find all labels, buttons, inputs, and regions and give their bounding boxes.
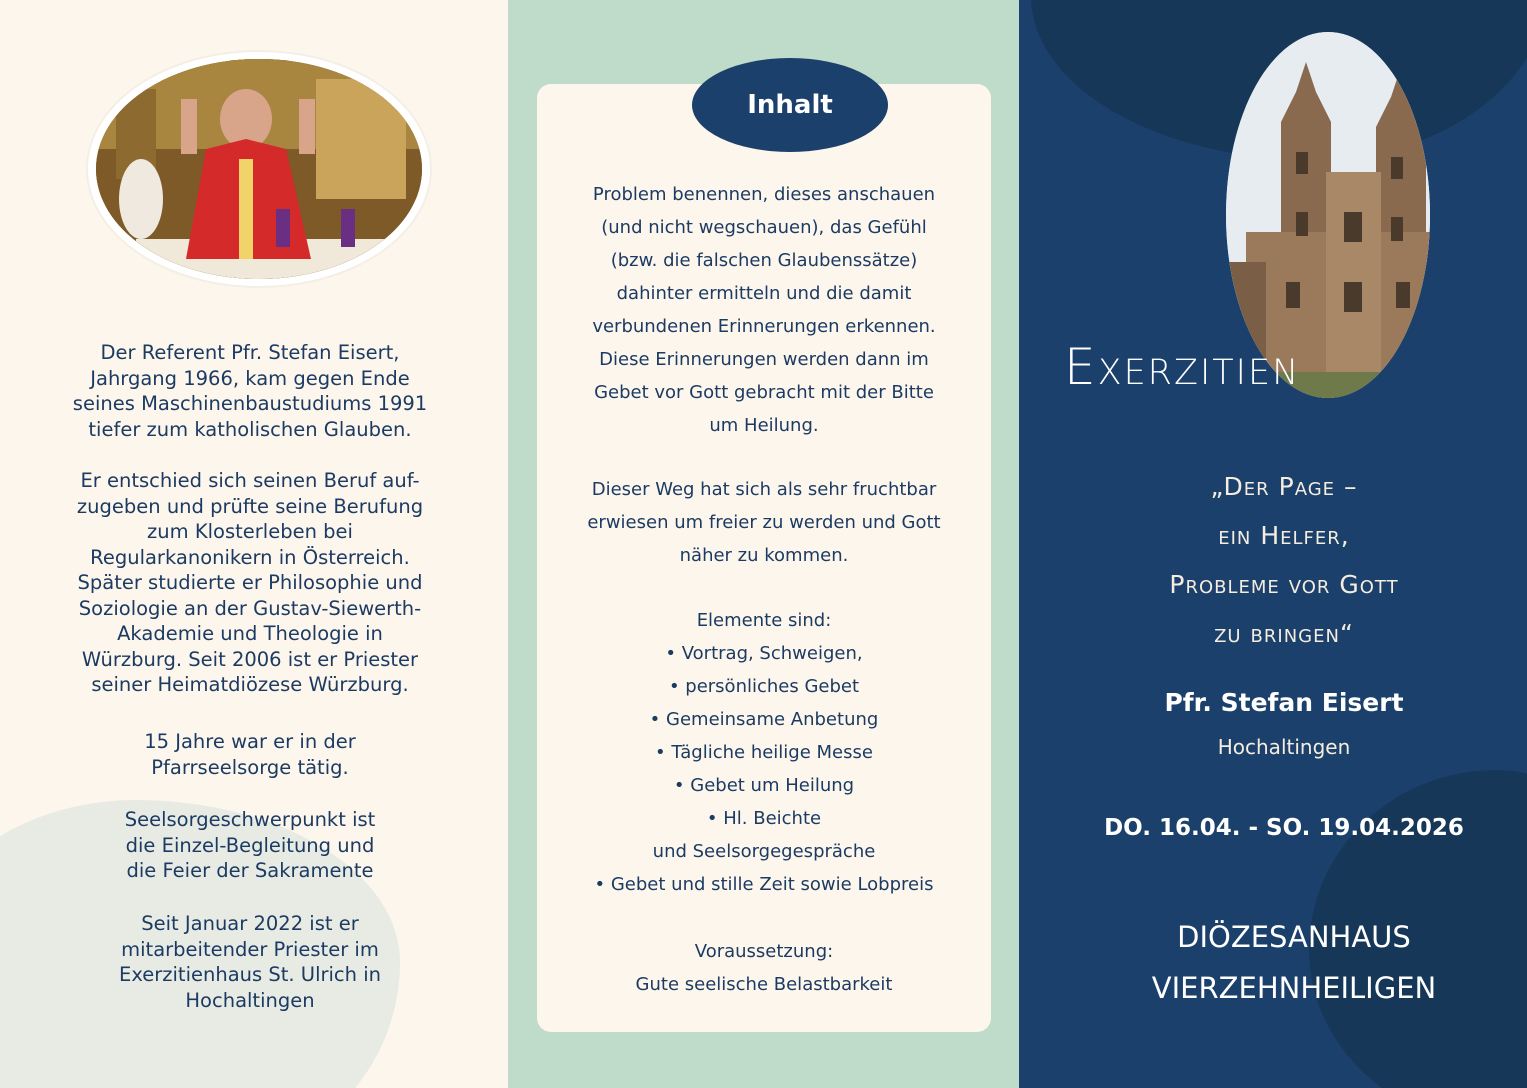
subtitle-line: „Der Page – (1210, 472, 1358, 501)
bio-line: Jahrgang 1966, kam gegen Ende (90, 366, 410, 390)
event-dates: DO. 16.04. - SO. 19.04.2026 (1104, 815, 1464, 841)
page-title: Exerzitien (1064, 338, 1301, 396)
list-item: • Gemeinsame Anbetung (649, 709, 879, 730)
intro-text (547, 178, 981, 442)
elements-list (547, 604, 981, 901)
bio-line: Seit Januar 2022 ist er (141, 912, 359, 935)
inhalt-heading: Inhalt (692, 58, 888, 152)
bio-line: die Einzel-Begleitung und (125, 833, 375, 857)
outcome-text (547, 473, 981, 572)
speaker-name: Pfr. Stefan Eisert (1164, 688, 1404, 717)
venue-line: DIÖZESANHAUS (1177, 920, 1411, 954)
list-item: • Gebet um Heilung (673, 775, 855, 796)
venue-line: VIERZEHNHEILIGEN (1151, 971, 1437, 1005)
intro-line: (und nicht wegschauen), das Gefühl (601, 217, 927, 238)
middle-panel (508, 0, 1019, 1088)
intro-line: um Heilung. (709, 415, 819, 436)
bio-line: Seelsorgeschwerpunkt ist (124, 808, 376, 831)
outcome-line: näher zu kommen. (679, 545, 849, 566)
outcome-line: Dieser Weg hat sich als sehr fruchtbar (591, 479, 937, 500)
speaker-place: Hochaltingen (1217, 735, 1351, 759)
bio-line: Pfarrseelsorge tätig. (151, 755, 349, 779)
content-card (537, 84, 991, 1032)
bio-paragraph-5 (40, 911, 460, 1013)
bio-line: die Feier der Sakramente (126, 859, 374, 882)
venue-name (1109, 912, 1479, 1014)
bio-line: Würzburg. Seit 2006 ist er Priester (81, 647, 419, 671)
right-panel (1019, 0, 1527, 1088)
intro-line: (bzw. die falschen Glaubenssätze) (610, 250, 918, 271)
intro-line: dahinter ermitteln und die damit (616, 283, 912, 304)
elements-heading: Elemente sind: (696, 610, 832, 631)
bio-line: mitarbeitender Priester im (121, 937, 379, 961)
bio-line: Soziologie an der Gustav-Siewerth- (78, 596, 422, 620)
priest-photo (96, 59, 422, 279)
retreat-subtitle (1079, 462, 1489, 658)
intro-line: Problem benennen, dieses anschauen (592, 184, 936, 205)
bio-line: zugeben und prüfte seine Berufung (76, 494, 424, 518)
left-panel (0, 0, 508, 1088)
subtitle-line: zu bringen“ (1214, 619, 1354, 648)
bio-paragraph-1 (40, 340, 460, 442)
bio-line: Später studierte er Philosophie und (77, 571, 423, 594)
bio-line: Der Referent Pfr. Stefan Eisert, (100, 341, 400, 364)
bio-line: zum Klosterleben bei (147, 520, 353, 543)
bio-line: seines Maschinenbaustudiums 1991 (72, 392, 428, 415)
intro-line: Gebet vor Gott gebracht mit der Bitte (594, 382, 934, 403)
outcome-line: erwiesen um freier zu werden und Gott (587, 512, 941, 533)
bio-line: Hochaltingen (185, 988, 315, 1012)
requirement-block (547, 935, 981, 1001)
bio-line: 15 Jahre war er in der (144, 730, 356, 753)
bio-paragraph-2 (40, 468, 460, 698)
subtitle-line: Probleme vor Gott (1169, 570, 1399, 599)
priest-photo-frame (88, 52, 430, 286)
list-item: • Tägliche heilige Messe (655, 742, 873, 763)
list-item: • Vortrag, Schweigen, (665, 643, 863, 664)
bio-line: seiner Heimatdiözese Würzburg. (91, 673, 409, 696)
list-item: und Seelsorgegespräche (652, 841, 876, 862)
list-item: • Gebet und stille Zeit sowie Lobpreis (594, 874, 934, 895)
bio-line: Akademie und Theologie in (117, 622, 383, 645)
intro-line: Diese Erinnerungen werden dann im (599, 349, 929, 370)
subtitle-line: ein Helfer, (1218, 521, 1350, 550)
bio-paragraph-4 (40, 807, 460, 884)
bio-line: Regularkanonikern in Österreich. (90, 545, 410, 569)
list-item: • persönliches Gebet (668, 676, 860, 697)
bio-paragraph-3 (40, 729, 460, 780)
list-item: • Hl. Beichte (706, 808, 822, 829)
bio-line: Er entschied sich seinen Beruf auf- (80, 469, 420, 492)
requirement-heading: Voraussetzung: (694, 941, 834, 962)
bio-line: Exerzitienhaus St. Ulrich in (119, 963, 381, 986)
bio-line: tiefer zum katholischen Glauben. (88, 417, 412, 441)
priest-illustration (96, 59, 422, 279)
intro-line: verbundenen Erinnerungen erkennen. (592, 316, 936, 337)
requirement-text: Gute seelische Belastbarkeit (635, 974, 893, 995)
